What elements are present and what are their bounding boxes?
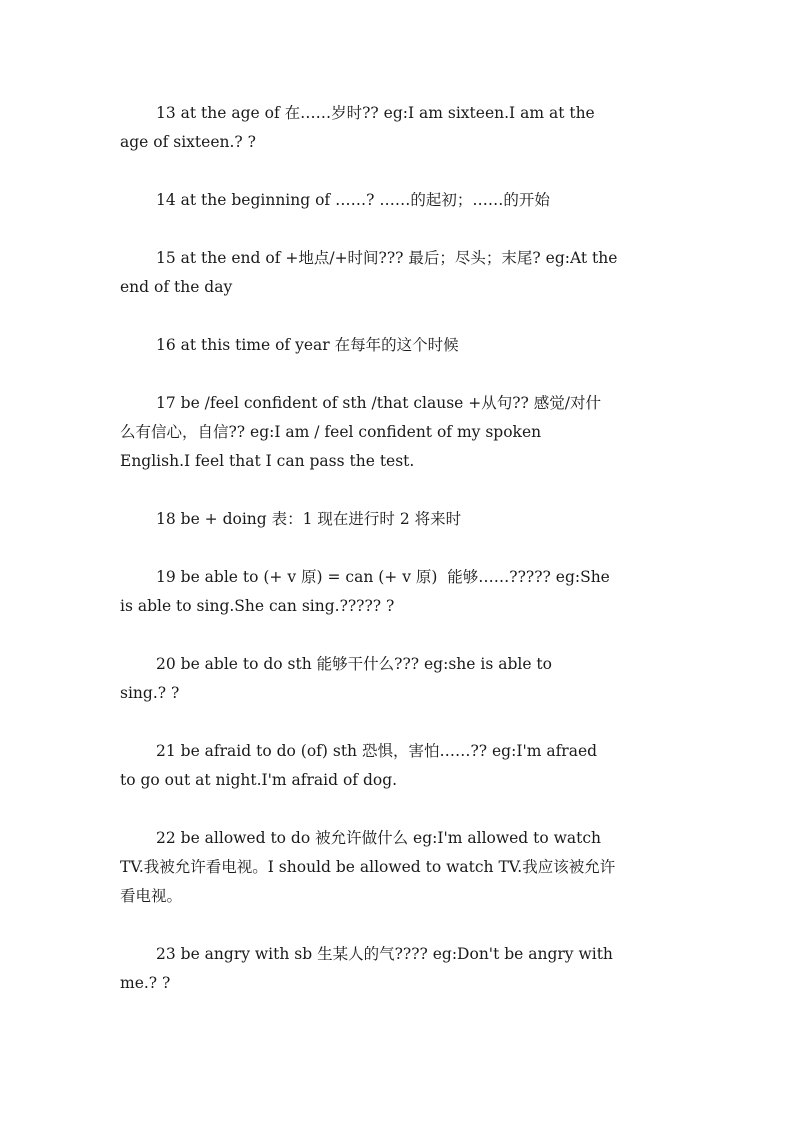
phrase-entry-15 <box>120 244 708 302</box>
phrase-entry-17 <box>120 389 708 476</box>
entry-line: sing.? ? <box>120 684 180 702</box>
entry-line: to go out at night.I'm afraid of dog. <box>120 771 398 789</box>
entry-line: 14 at the beginning of ……? ……的起初；……的开始 <box>156 191 550 209</box>
entry-line: 13 at the age of 在……岁时?? eg:I am sixteen.I am at the <box>156 104 595 122</box>
phrase-entry-16 <box>120 331 708 360</box>
entry-line: age of sixteen.? ? <box>120 133 256 151</box>
phrase-entry-23 <box>120 940 708 998</box>
entry-line: English.I feel that I can pass the test. <box>120 452 415 470</box>
phrase-entry-18 <box>120 505 708 534</box>
phrase-entry-21 <box>120 737 708 795</box>
entry-line: 22 be allowed to do 被允许做什么 eg:I'm allowed to watch <box>156 829 602 847</box>
entry-line: 18 be + doing 表：1 现在进行时 2 将来时 <box>156 510 462 528</box>
phrase-entry-19 <box>120 563 708 621</box>
entry-line: 20 be able to do sth 能够干什么??? eg:she is able to <box>156 655 552 673</box>
entry-line: end of the day <box>120 278 233 296</box>
phrase-entry-20 <box>120 650 708 708</box>
document-body <box>120 99 708 1027</box>
entry-line: 21 be afraid to do (of) sth 恐惧，害怕……?? eg:I'm afraed <box>156 742 598 760</box>
phrase-entry-13 <box>120 99 708 157</box>
entry-line: 23 be angry with sb 生某人的气???? eg:Don't be angry with <box>156 945 613 963</box>
entry-line: 15 at the end of +地点/+时间??? 最后；尽头；末尾? eg:At the <box>156 249 618 267</box>
entry-line: 19 be able to (+ v 原) = can (+ v 原) 能够……????? eg:She <box>156 568 610 586</box>
phrase-entry-22 <box>120 824 708 911</box>
entry-line: me.? ? <box>120 974 171 992</box>
phrase-entry-14 <box>120 186 708 215</box>
entry-line: 17 be /feel confident of sth /that clause +从句?? 感觉/对什 <box>156 394 602 412</box>
entry-line: 么有信心，自信?? eg:I am / feel confident of my spoken <box>120 423 542 441</box>
entry-line: is able to sing.She can sing.????? ? <box>120 597 395 615</box>
entry-line: TV.我被允许看电视。I should be allowed to watch TV.我应该被允许 <box>120 858 616 876</box>
entry-line: 16 at this time of year 在每年的这个时候 <box>156 336 459 354</box>
entry-line: 看电视。 <box>120 887 183 905</box>
